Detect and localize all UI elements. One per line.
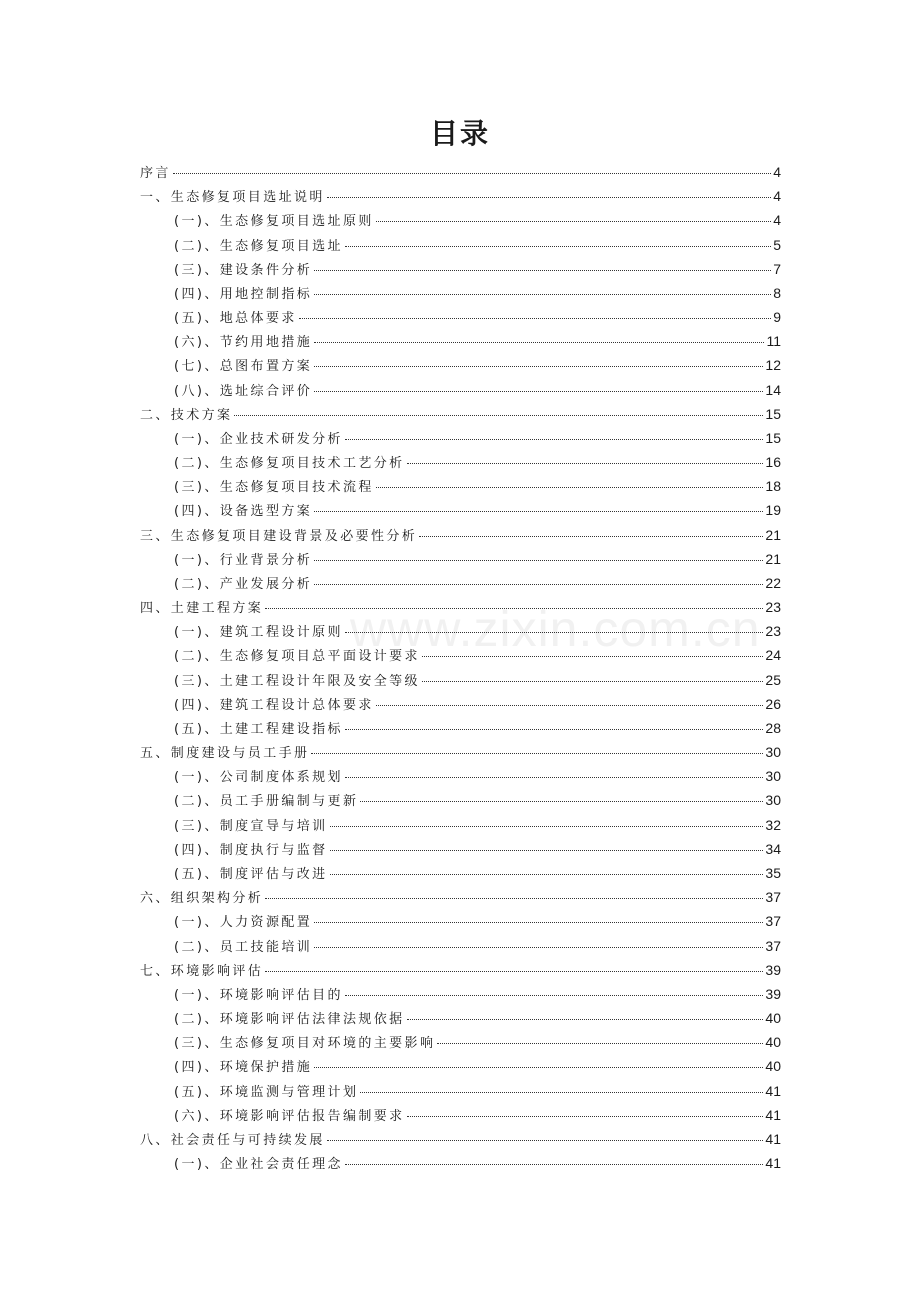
- toc-entry-label: (二)、生态修复项目技术工艺分析: [174, 456, 405, 472]
- toc-entry-label: 七、环境影响评估: [140, 963, 264, 979]
- toc-entry-label: (三)、建设条件分析: [174, 262, 313, 278]
- toc-page-number: 14: [765, 381, 781, 398]
- toc-entry-label: 四、土建工程方案: [140, 601, 264, 617]
- toc-page-number: 28: [765, 719, 781, 736]
- toc-dot-leader: [422, 669, 763, 682]
- toc-section-entry[interactable]: [140, 571, 781, 595]
- toc-dot-leader: [234, 403, 763, 416]
- toc-section-entry[interactable]: [140, 909, 781, 933]
- toc-page-number: 24: [765, 647, 781, 664]
- toc-entry-label: 一、生态修复项目选址说明: [140, 190, 325, 206]
- toc-page-number: 30: [765, 744, 781, 761]
- toc-entry-label: (三)、生态修复项目技术流程: [174, 480, 374, 496]
- toc-entry-label: (一)、行业背景分析: [174, 552, 313, 568]
- toc-page-number: 7: [773, 260, 781, 277]
- toc-section-entry[interactable]: [140, 353, 781, 377]
- toc-dot-leader: [314, 548, 763, 561]
- toc-dot-leader: [314, 354, 763, 367]
- toc-page-number: 30: [765, 792, 781, 809]
- toc-dot-leader: [314, 330, 764, 343]
- toc-page-number: 5: [773, 236, 781, 253]
- toc-entry-label: (五)、地总体要求: [174, 311, 297, 327]
- toc-chapter-entry[interactable]: [140, 1127, 781, 1151]
- toc-dot-leader: [314, 499, 763, 512]
- toc-dot-leader: [314, 910, 763, 923]
- toc-section-entry[interactable]: [140, 474, 781, 498]
- toc-dot-leader: [345, 234, 771, 247]
- toc-page-number: 37: [765, 913, 781, 930]
- toc-entry-label: (三)、土建工程设计年限及安全等级: [174, 673, 420, 689]
- toc-page-number: 21: [765, 550, 781, 567]
- toc-dot-leader: [345, 765, 763, 778]
- toc-page-number: 4: [773, 164, 781, 180]
- toc-section-entry[interactable]: [140, 619, 781, 643]
- toc-section-entry[interactable]: [140, 208, 781, 232]
- toc-entry-label: (七)、总图布置方案: [174, 359, 313, 375]
- toc-entry-label: (一)、企业社会责任理念: [174, 1157, 343, 1173]
- toc-page-number: 41: [765, 1082, 781, 1099]
- toc-dot-leader: [407, 1007, 764, 1020]
- toc-chapter-entry[interactable]: [140, 402, 781, 426]
- toc-dot-leader: [314, 258, 771, 271]
- toc-entry-label: (六)、环境影响评估报告编制要求: [174, 1108, 405, 1124]
- toc-entry-label: (四)、设备选型方案: [174, 504, 313, 520]
- toc-entry-label: (四)、制度执行与监督: [174, 842, 328, 858]
- toc-entry-label: (二)、环境影响评估法律法规依据: [174, 1012, 405, 1028]
- toc-section-entry[interactable]: [140, 813, 781, 837]
- toc-entry-label: (一)、环境影响评估目的: [174, 987, 343, 1003]
- toc-entry-label: (二)、员工技能培训: [174, 939, 313, 955]
- toc-section-entry[interactable]: [140, 716, 781, 740]
- toc-entry-label: 三、生态修复项目建设背景及必要性分析: [140, 528, 418, 544]
- toc-chapter-entry[interactable]: [140, 160, 781, 184]
- toc-entry-label: (五)、土建工程建设指标: [174, 721, 343, 737]
- toc-chapter-entry[interactable]: [140, 885, 781, 909]
- toc-page-number: 39: [765, 961, 781, 978]
- toc-section-entry[interactable]: [140, 788, 781, 812]
- toc-section-entry[interactable]: [140, 378, 781, 402]
- toc-section-entry[interactable]: [140, 837, 781, 861]
- toc-dot-leader: [422, 644, 763, 657]
- toc-dot-leader: [330, 862, 764, 875]
- toc-dot-leader: [376, 209, 771, 222]
- watermark: www.zixin.com.cn: [350, 601, 761, 657]
- toc-section-entry[interactable]: [140, 498, 781, 522]
- toc-section-entry[interactable]: [140, 547, 781, 571]
- toc-page-number: 19: [765, 502, 781, 519]
- toc-dot-leader: [330, 838, 764, 851]
- toc-section-entry[interactable]: [140, 426, 781, 450]
- toc-section-entry[interactable]: [140, 281, 781, 305]
- toc-page-number: 34: [765, 840, 781, 857]
- toc-chapter-entry[interactable]: [140, 184, 781, 208]
- toc-page-number: 41: [765, 1155, 781, 1172]
- toc-dot-leader: [437, 1031, 763, 1044]
- toc-section-entry[interactable]: [140, 1054, 781, 1078]
- toc-page-number: 35: [765, 864, 781, 881]
- toc-dot-leader: [314, 282, 771, 295]
- table-of-contents: [140, 160, 781, 1175]
- toc-page-number: 15: [765, 405, 781, 422]
- toc-entry-label: (五)、制度评估与改进: [174, 866, 328, 882]
- toc-entry-label: (二)、生态修复项目选址: [174, 238, 343, 254]
- toc-entry-label: (二)、员工手册编制与更新: [174, 794, 359, 810]
- toc-chapter-entry[interactable]: [140, 523, 781, 547]
- toc-dot-leader: [299, 306, 771, 319]
- toc-dot-leader: [376, 693, 764, 706]
- toc-page-number: 40: [765, 1058, 781, 1075]
- toc-dot-leader: [407, 451, 764, 464]
- toc-section-entry[interactable]: [140, 1006, 781, 1030]
- toc-entry-label: (二)、生态修复项目总平面设计要求: [174, 649, 420, 665]
- toc-page-number: 9: [773, 309, 781, 326]
- toc-dot-leader: [314, 572, 763, 585]
- toc-chapter-entry[interactable]: [140, 595, 781, 619]
- toc-section-entry[interactable]: [140, 257, 781, 281]
- page-title: 目录: [429, 117, 490, 150]
- toc-dot-leader: [360, 789, 763, 802]
- toc-entry-label: (一)、建筑工程设计原则: [174, 625, 343, 641]
- toc-dot-leader: [327, 185, 771, 198]
- toc-dot-leader: [345, 427, 763, 440]
- toc-entry-label: (一)、生态修复项目选址原则: [174, 214, 374, 230]
- toc-dot-leader: [265, 886, 763, 899]
- toc-page-number: 25: [765, 671, 781, 688]
- toc-page-number: 26: [765, 695, 781, 712]
- toc-entry-label: 五、制度建设与员工手册: [140, 746, 310, 762]
- toc-section-entry[interactable]: [140, 305, 781, 329]
- toc-entry-label: (四)、建筑工程设计总体要求: [174, 697, 374, 713]
- toc-dot-leader: [311, 741, 763, 754]
- toc-section-entry[interactable]: [140, 329, 781, 353]
- toc-dot-leader: [327, 1128, 764, 1141]
- toc-page-number: 37: [765, 937, 781, 954]
- toc-entry-label: (二)、产业发展分析: [174, 576, 313, 592]
- toc-dot-leader: [314, 379, 763, 392]
- toc-chapter-entry[interactable]: [140, 740, 781, 764]
- toc-section-entry[interactable]: [140, 764, 781, 788]
- toc-chapter-entry[interactable]: [140, 958, 781, 982]
- toc-dot-leader: [345, 1152, 763, 1165]
- toc-entry-label: (一)、企业技术研发分析: [174, 431, 343, 447]
- toc-page-number: 37: [765, 889, 781, 906]
- toc-dot-leader: [314, 935, 763, 948]
- toc-entry-label: 八、社会责任与可持续发展: [140, 1132, 325, 1148]
- toc-entry-label: 二、技术方案: [140, 407, 233, 423]
- toc-dot-leader: [173, 161, 771, 174]
- toc-page-number: 41: [765, 1106, 781, 1123]
- toc-page-number: 40: [765, 1010, 781, 1027]
- toc-page-number: 4: [773, 212, 781, 229]
- toc-entry-label: (八)、选址综合评价: [174, 383, 313, 399]
- toc-page-number: 39: [765, 985, 781, 1002]
- toc-page-number: 15: [765, 429, 781, 446]
- toc-page-number: 40: [765, 1034, 781, 1051]
- toc-page-number: 21: [765, 526, 781, 543]
- toc-dot-leader: [345, 717, 763, 730]
- toc-entry-label: 六、组织架构分析: [140, 891, 264, 907]
- toc-page-number: 23: [765, 599, 781, 616]
- toc-dot-leader: [265, 596, 763, 609]
- toc-entry-label: (三)、制度宣导与培训: [174, 818, 328, 834]
- toc-section-entry[interactable]: [140, 934, 781, 958]
- toc-dot-leader: [376, 475, 764, 488]
- toc-page-number: 16: [765, 454, 781, 471]
- toc-section-entry[interactable]: [140, 450, 781, 474]
- toc-section-entry[interactable]: [140, 643, 781, 667]
- toc-page-number: 12: [765, 357, 781, 374]
- toc-entry-label: (四)、环境保护措施: [174, 1060, 313, 1076]
- toc-page-number: 32: [765, 816, 781, 833]
- toc-page-number: 23: [765, 623, 781, 640]
- toc-dot-leader: [345, 983, 763, 996]
- toc-entry-label: (六)、节约用地措施: [174, 335, 313, 351]
- toc-entry-label: (三)、生态修复项目对环境的主要影响: [174, 1036, 436, 1052]
- toc-page-number: 18: [765, 478, 781, 495]
- toc-page-number: 22: [765, 574, 781, 591]
- toc-entry-label: (一)、公司制度体系规划: [174, 770, 343, 786]
- toc-section-entry[interactable]: [140, 1079, 781, 1103]
- toc-dot-leader: [330, 814, 764, 827]
- toc-page-number: 11: [766, 333, 781, 350]
- toc-section-entry[interactable]: [140, 861, 781, 885]
- toc-section-entry[interactable]: [140, 1030, 781, 1054]
- toc-section-entry[interactable]: [140, 233, 781, 257]
- toc-page-number: 8: [773, 284, 781, 301]
- toc-entry-label: 序言: [140, 166, 171, 181]
- toc-dot-leader: [407, 1104, 764, 1117]
- toc-dot-leader: [345, 620, 763, 633]
- toc-section-entry[interactable]: [140, 692, 781, 716]
- toc-entry-label: (五)、环境监测与管理计划: [174, 1084, 359, 1100]
- toc-dot-leader: [265, 959, 763, 972]
- toc-dot-leader: [419, 524, 763, 537]
- toc-section-entry[interactable]: [140, 668, 781, 692]
- toc-dot-leader: [360, 1080, 763, 1093]
- toc-page-number: 30: [765, 768, 781, 785]
- toc-page-number: 4: [773, 188, 781, 205]
- toc-section-entry[interactable]: [140, 982, 781, 1006]
- toc-page-number: 41: [765, 1130, 781, 1147]
- toc-section-entry[interactable]: [140, 1103, 781, 1127]
- toc-dot-leader: [314, 1055, 763, 1068]
- toc-section-entry[interactable]: [140, 1151, 781, 1175]
- toc-entry-label: (四)、用地控制指标: [174, 286, 313, 302]
- toc-entry-label: (一)、人力资源配置: [174, 915, 313, 931]
